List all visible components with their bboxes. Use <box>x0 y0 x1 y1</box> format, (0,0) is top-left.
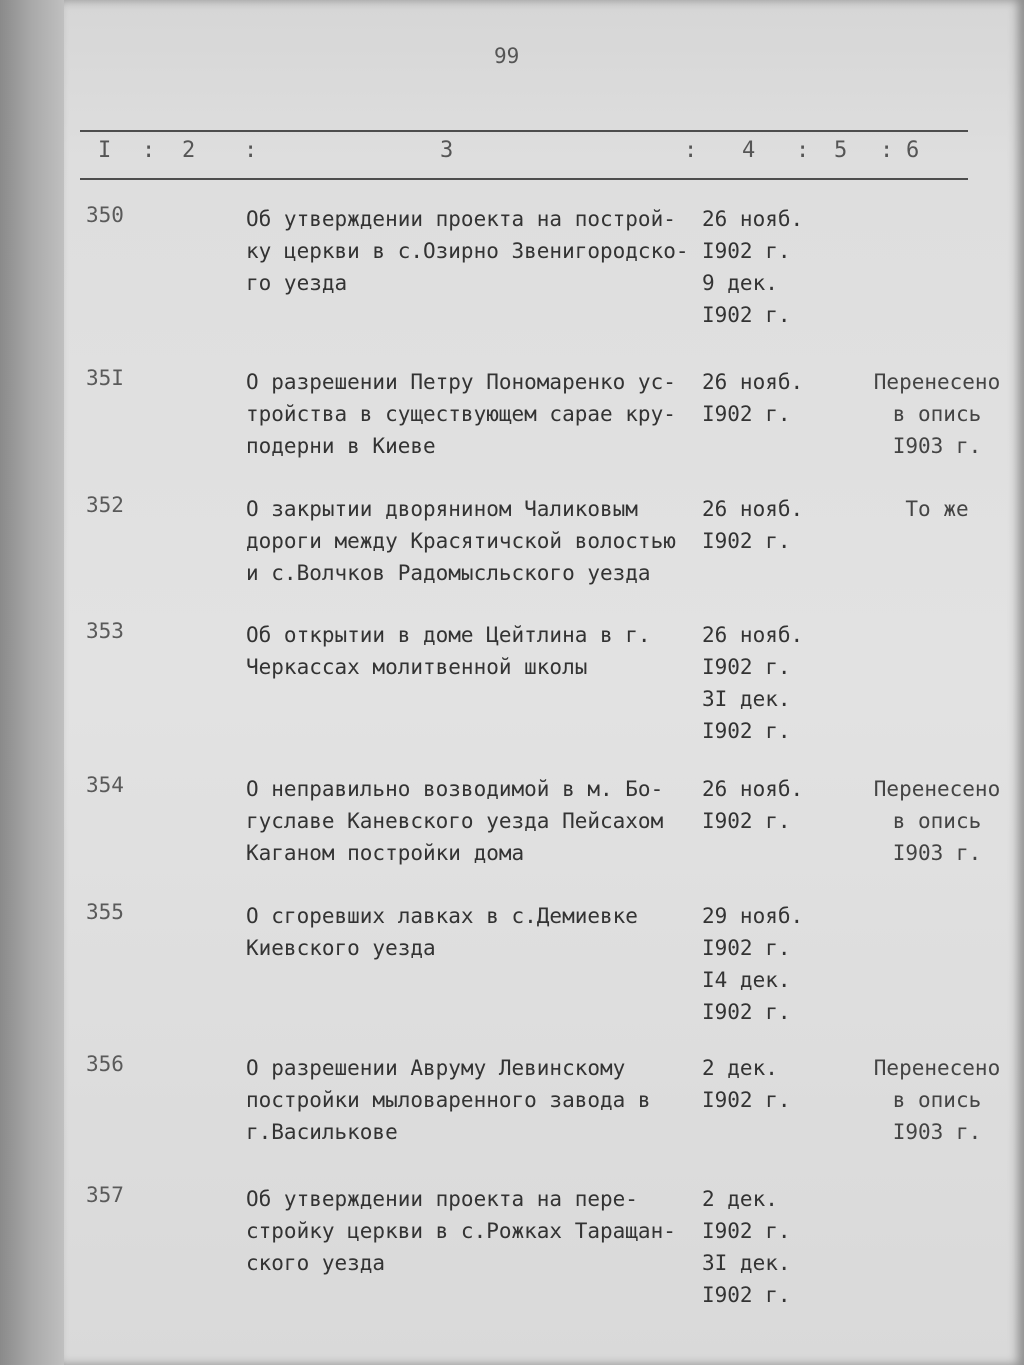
entry-description: Об утверждении проекта на пере- стройку церкви в с.Рожках Таращан- ского уезда <box>246 1187 676 1275</box>
entry-description: О сгоревших лавках в с.Демиевке Киевского уезда <box>246 904 638 960</box>
column-header-6: 6 <box>906 138 920 163</box>
column-header-5: 5 <box>834 138 848 163</box>
column-header-4: 4 <box>742 138 756 163</box>
entry-note: Перенесено в опись I903 г. <box>873 777 1001 865</box>
column-header-2: 2 <box>182 138 196 163</box>
header-bottom-rule <box>80 178 968 180</box>
entry-dates: 2 дек. I902 г. <box>702 1056 791 1112</box>
entry-description: О разрешении Авруму Левинскому постройки мыловаренного завода в г.Василькове <box>246 1056 651 1144</box>
entry-note: Перенесено в опись I903 г. <box>873 1056 1001 1144</box>
column-separator: : <box>796 138 810 163</box>
entry-number: 352 <box>86 493 124 517</box>
header-top-rule <box>80 130 968 132</box>
entry-dates: 29 нояб. I902 г. I4 дек. I902 г. <box>702 904 804 1024</box>
entry-dates: 26 нояб. I902 г. 3I дек. I902 г. <box>702 623 804 743</box>
entry-description: О разрешении Петру Пономаренко ус- тройства в существующем сарае кру- подерни в Киеве <box>246 370 676 458</box>
entry-number: 354 <box>86 773 124 797</box>
entry-number: 357 <box>86 1183 124 1207</box>
entry-number: 356 <box>86 1052 124 1076</box>
column-header-3: 3 <box>440 138 454 163</box>
column-header-row <box>0 138 1024 168</box>
entry-number: 350 <box>86 203 124 227</box>
page-number: 99 <box>494 44 520 68</box>
entry-dates: 2 дек. I902 г. 3I дек. I902 г. <box>702 1187 791 1307</box>
column-separator: : <box>244 138 258 163</box>
entry-description: Об утверждении проекта на построй- ку церкви в с.Озирно Звенигородско- го уезда <box>246 207 689 295</box>
column-separator: : <box>142 138 156 163</box>
entry-dates: 26 нояб. I902 г. <box>702 497 804 553</box>
entry-description: О закрытии дворянином Чаликовым дороги между Красятичской волостью и с.Волчков Радомысльского уезда <box>246 497 676 585</box>
column-separator: : <box>880 138 894 163</box>
entry-number: 35I <box>86 366 124 390</box>
entry-description: Об открытии в доме Цейтлина в г. Черкассах молитвенной школы <box>246 623 651 679</box>
entry-description: О неправильно возводимой в м. Бо- гуславе Каневского уезда Пейсахом Каганом постройки дома <box>246 777 664 865</box>
entry-dates: 26 нояб. I902 г. <box>702 370 804 426</box>
column-header-1: I <box>98 138 112 163</box>
column-separator: : <box>684 138 698 163</box>
entry-note: То же <box>905 497 969 521</box>
entry-dates: 26 нояб. I902 г. <box>702 777 804 833</box>
entry-number: 353 <box>86 619 124 643</box>
entry-number: 355 <box>86 900 124 924</box>
binding-gutter <box>0 0 70 1365</box>
entry-dates: 26 нояб. I902 г. 9 дек. I902 г. <box>702 207 804 327</box>
entry-note: Перенесено в опись I903 г. <box>873 370 1001 458</box>
